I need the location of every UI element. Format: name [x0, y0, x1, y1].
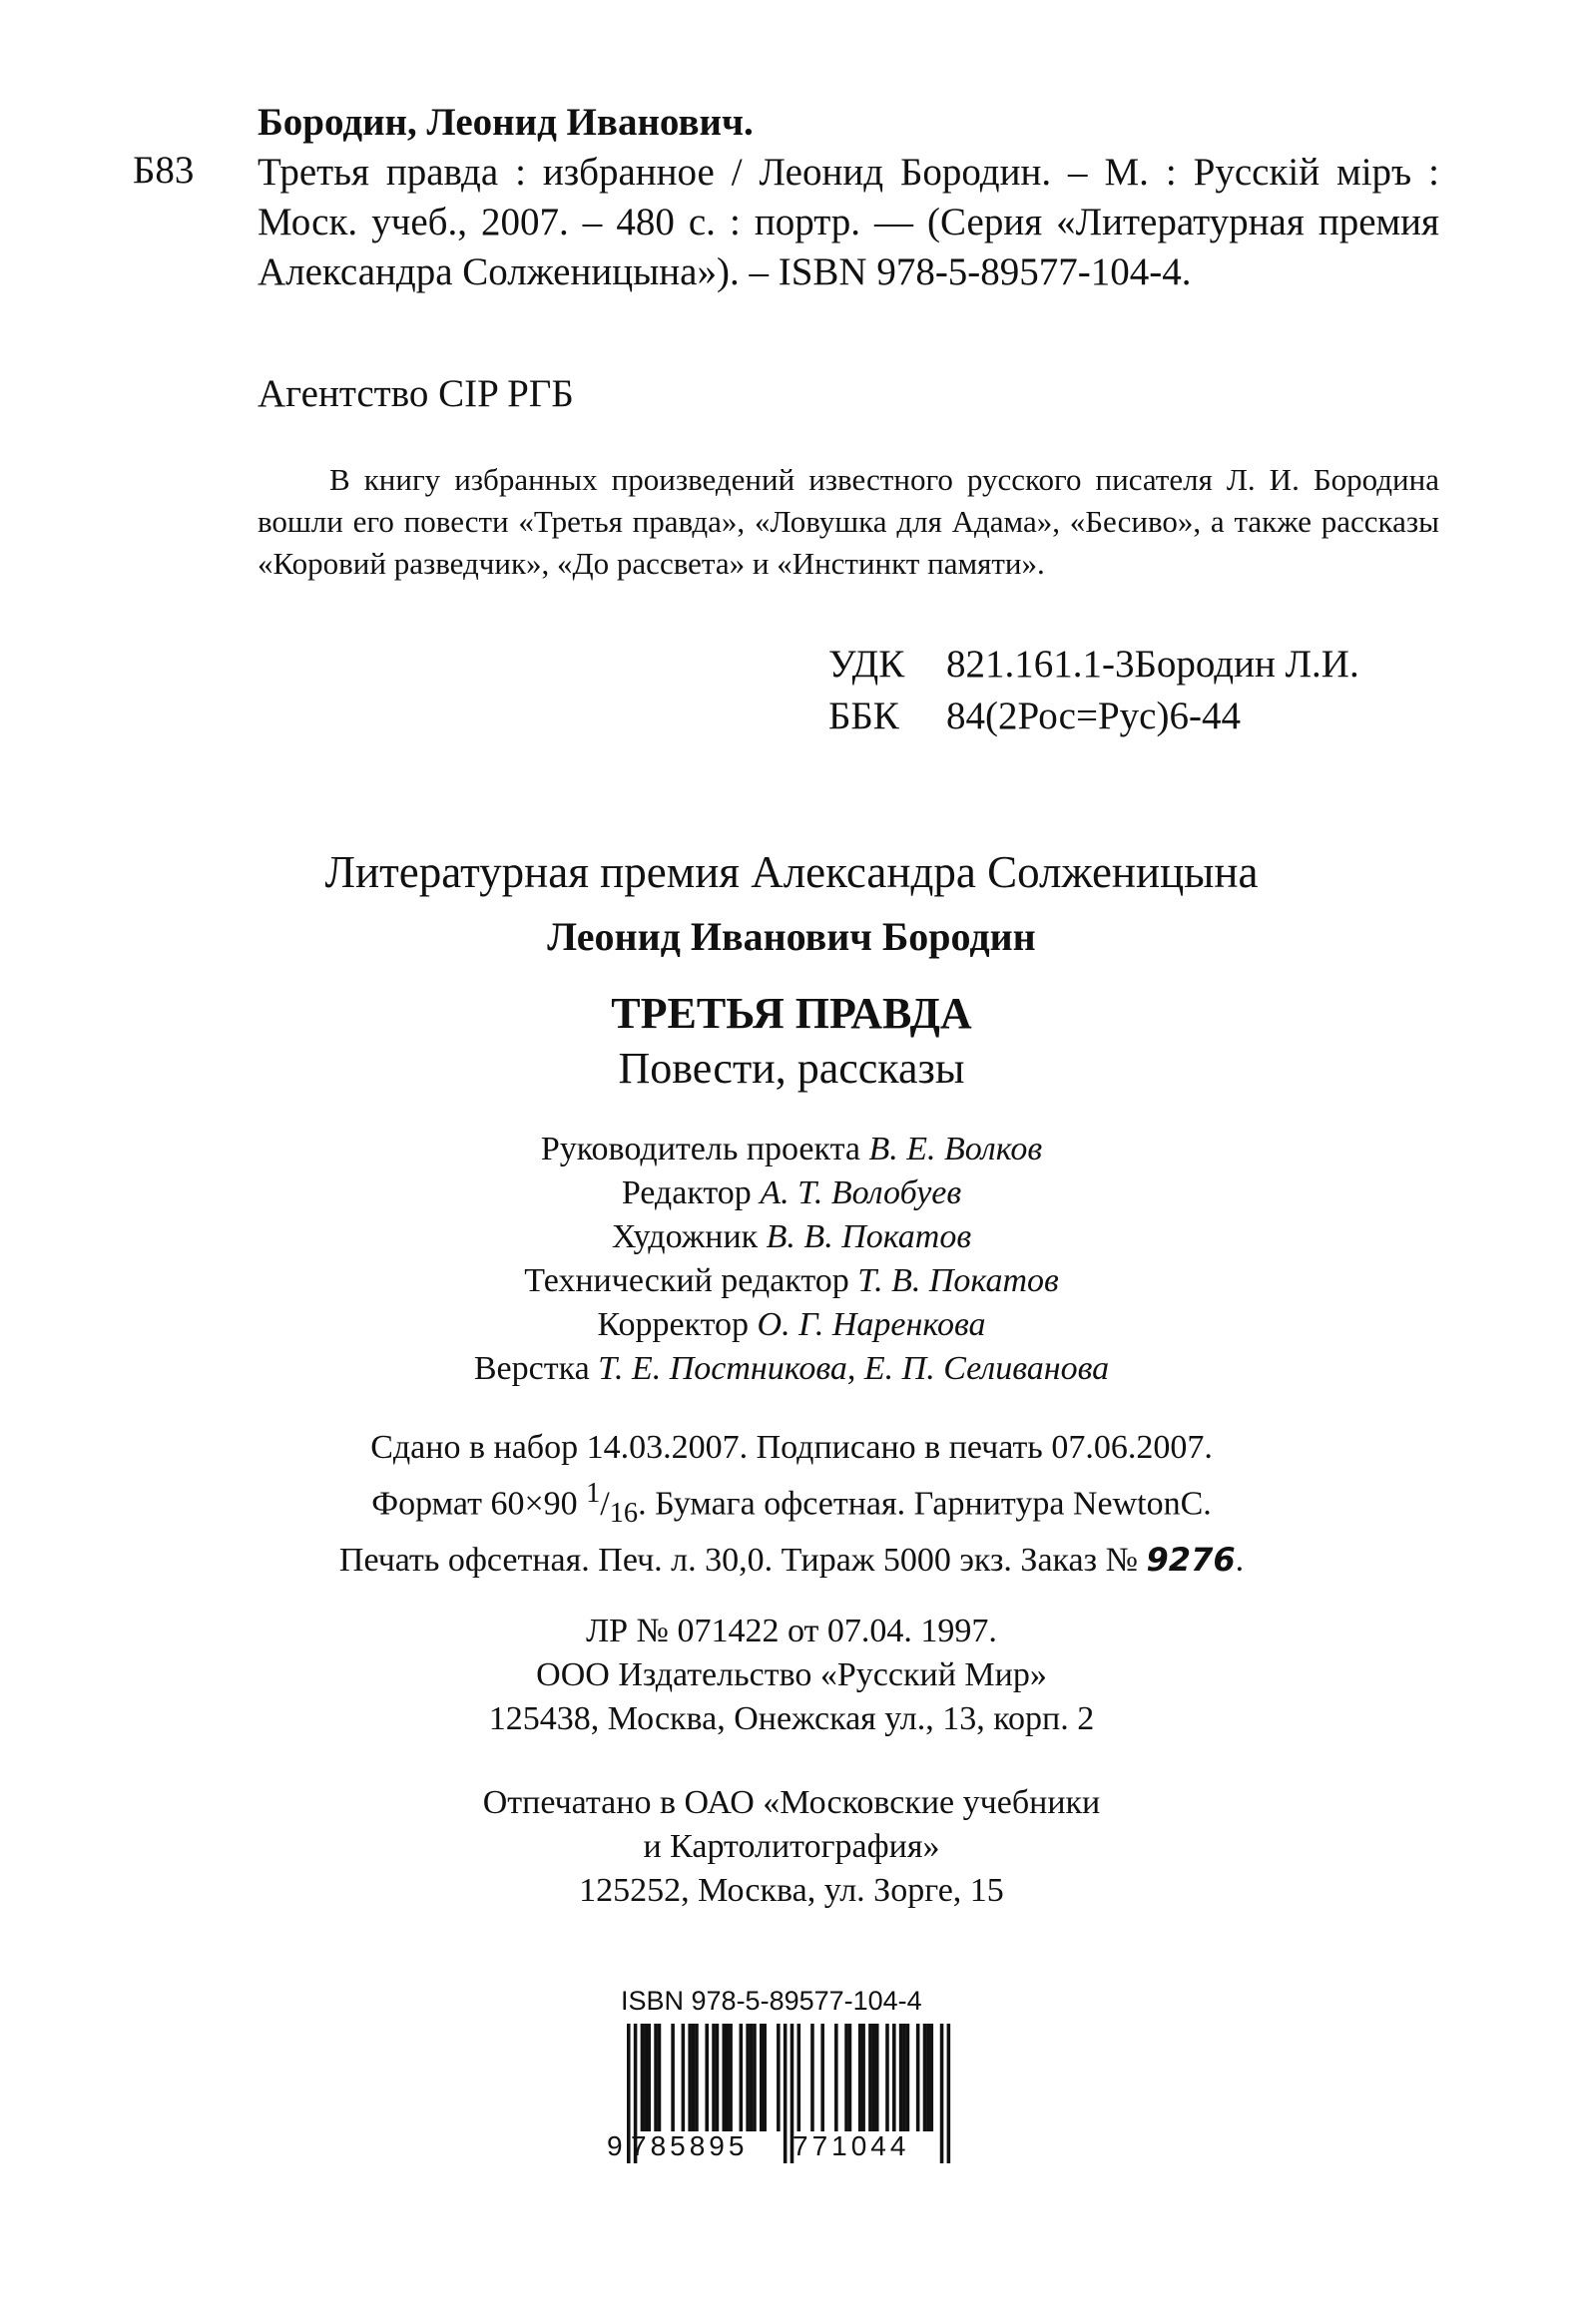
barcode-bar — [834, 2024, 838, 2131]
book-subtitle: Повести, рассказы — [618, 1044, 965, 1093]
barcode-bar — [641, 2024, 645, 2131]
barcode-bar — [916, 2024, 920, 2131]
publisher-block — [0, 1610, 1583, 1741]
staff-person: О. Г. Наренкова — [757, 1306, 986, 1343]
staff-role: Верстка — [473, 1350, 590, 1387]
staff-person: Т. В. Покатов — [857, 1262, 1059, 1299]
barcode-bar — [688, 2024, 692, 2131]
barcode-bar — [947, 2024, 951, 2163]
barcode-bar — [899, 2024, 903, 2131]
staff-role: Художник — [611, 1218, 759, 1255]
tech-line-print — [0, 1537, 1583, 1584]
barcode-bar — [858, 2024, 862, 2131]
barcode-bar — [892, 2024, 896, 2131]
series-title: Литературная премия Александра Солженицына — [324, 847, 1259, 897]
staff-line — [0, 1303, 1583, 1347]
barcode-bar — [872, 2024, 876, 2131]
staff-role: Корректор — [597, 1306, 750, 1343]
printer-line-1: Отпечатано в ОАО «Московские учебники — [482, 1784, 1101, 1821]
publisher-license: ЛР № 071422 от 07.04. 1997. — [586, 1613, 997, 1649]
staff-line — [0, 1215, 1583, 1259]
bbk-label: ББК — [828, 695, 899, 737]
bbk-row — [828, 691, 1359, 742]
barcode-bar — [923, 2024, 927, 2131]
barcode-bar — [885, 2024, 889, 2131]
barcode-bar — [712, 2024, 716, 2131]
printer-address: 125252, Москва, ул. Зорге, 15 — [579, 1872, 1004, 1909]
barcode-bar — [777, 2024, 781, 2131]
book-title: ТРЕТЬЯ ПРАВДА — [611, 989, 972, 1038]
barcode-bar — [644, 2024, 648, 2131]
udk-row — [828, 639, 1359, 691]
udk-value: 821.161.1-3Бородин Л.И. — [946, 643, 1359, 686]
printer-line-2: и Картолитография» — [643, 1828, 940, 1865]
barcode-bar — [810, 2024, 814, 2131]
barcode-bar — [861, 2024, 865, 2131]
staff-line — [0, 1347, 1583, 1391]
printer-block — [0, 1781, 1583, 1913]
bibliographic-description: Третья правда : избранное / Леонид Бородин. – М. : Русскiй мiръ : Моск. учеб., 2007. – 480 с. : портр. — (Серия «Литературная премия Александра Солженицына»). – ISBN 978-5-89577-104-4. — [258, 151, 1439, 293]
barcode-bar — [695, 2024, 699, 2131]
staff-person: А. Т. Волобуев — [760, 1174, 962, 1211]
bbk-value: 84(2Рос=Рус)6-44 — [946, 695, 1241, 737]
barcode-bar — [926, 2024, 930, 2131]
barcode-right-digits: 771044 — [792, 2130, 910, 2161]
barcode-bar — [654, 2024, 658, 2131]
classification-codes — [828, 639, 1359, 742]
barcode-bar — [902, 2024, 906, 2131]
barcode-left-digits: 785895 — [631, 2130, 749, 2161]
staff-line — [0, 1259, 1583, 1303]
bibliographic-record — [258, 98, 1439, 297]
barcode-bar — [647, 2024, 651, 2131]
format-fraction-denominator: 16 — [609, 1498, 639, 1530]
print-run-info: Печать офсетная. Печ. л. 30,0. Тираж 5000 экз. Заказ № — [338, 1542, 1139, 1580]
technical-data — [0, 1425, 1583, 1584]
barcode-bar — [726, 2024, 730, 2131]
author-mark: Б83 — [133, 149, 195, 192]
staff-role: Руководитель проекта — [540, 1131, 860, 1167]
author-name: Леонид Иванович Бородин — [547, 914, 1036, 959]
staff-person: Т. Е. Постникова, Е. П. Селиванова — [598, 1350, 1110, 1387]
barcode-bar — [875, 2024, 879, 2131]
staff-line — [0, 1128, 1583, 1171]
author-heading: Бородин, Леонид Иванович. — [258, 101, 754, 144]
tech-line-dates: Сдано в набор 14.03.2007. Подписано в печать 07.06.2007. — [370, 1429, 1213, 1466]
barcode-bar — [722, 2024, 726, 2131]
cip-agency: Агентство CIP РГБ — [258, 372, 574, 415]
barcode-bar — [848, 2024, 852, 2131]
barcode-bar — [760, 2024, 764, 2131]
barcode-bar — [906, 2024, 910, 2131]
barcode-bar — [716, 2024, 720, 2131]
book-annotation: В книгу избранных произведений известного русского писателя Л. И. Бородина вошли его повести «Третья правда», «Ловушка для Адама», «Бесиво», а также рассказы «Коровий разведчик», «До рассвета» и «Инстинкт памяти». — [258, 462, 1439, 581]
staff-person: В. Е. Волков — [868, 1131, 1043, 1167]
barcode-bar — [740, 2024, 744, 2131]
barcode-bar — [868, 2024, 872, 2131]
barcode-bar — [820, 2024, 824, 2131]
barcode-bar — [784, 2024, 788, 2163]
tech-line-format: Формат 60×90 $^1/_{16}$. Бумага офсетная. Гарнитура NewtonC. — [371, 1478, 1212, 1530]
barcode-bar — [671, 2024, 675, 2131]
format-paper: . Бумага офсетная. Гарнитура NewtonC. — [638, 1485, 1212, 1523]
staff-role: Технический редактор — [524, 1262, 849, 1299]
barcode-bar — [940, 2024, 944, 2163]
barcode-bar — [753, 2024, 757, 2131]
isbn-caption: ISBN 978-5-89577-104-4 — [621, 1986, 922, 2016]
order-number-stamp: 9276 — [1146, 1541, 1236, 1580]
staff-role: Редактор — [621, 1174, 752, 1211]
barcode-bar — [729, 2024, 733, 2131]
barcode-bar — [930, 2024, 934, 2131]
barcode-bar — [844, 2024, 848, 2131]
barcode-bar — [705, 2024, 709, 2131]
barcode-bar — [682, 2024, 686, 2131]
publisher-name: ООО Издательство «Русский Мир» — [536, 1656, 1047, 1693]
order-suffix: . — [1235, 1542, 1245, 1580]
barcode-lead-digit: 9 — [607, 2130, 623, 2161]
staff-line — [0, 1171, 1583, 1215]
barcode-bar — [750, 2024, 754, 2131]
publisher-address: 125438, Москва, Онежская ул., 13, корп. 2 — [488, 1700, 1095, 1737]
barcode-bar — [763, 2024, 767, 2131]
barcode-bar — [658, 2024, 662, 2131]
barcode-bar — [746, 2024, 750, 2131]
barcode-bar — [692, 2024, 696, 2131]
udk-label: УДК — [828, 643, 905, 686]
staff-list — [0, 1128, 1583, 1391]
format-fraction-numerator: 1 — [586, 1478, 601, 1509]
barcode-bar — [797, 2024, 801, 2131]
format-label: Формат 60×90 — [371, 1485, 578, 1523]
staff-person: В. В. Покатов — [766, 1218, 972, 1255]
